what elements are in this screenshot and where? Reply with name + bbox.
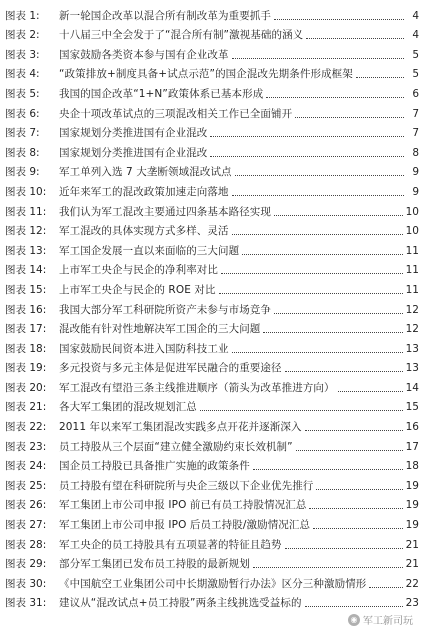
figure-label: 图表 11: [5,205,47,218]
toc-entry[interactable] [5,317,419,337]
dot-leader [221,272,403,274]
figure-label: 图表 5: [5,87,40,100]
toc-entry[interactable] [5,552,419,572]
figure-title[interactable]: 新一轮国企改革以混合所有制改革为重要抓手 [59,9,271,22]
page-number: 5 [412,68,419,81]
figure-label: 图表 17: [5,323,47,336]
figure-label: 图表 21: [5,401,47,414]
watermark [345,611,416,628]
figure-title[interactable]: 军工集团上市公司申报 IPO 后员工持股/激励情况汇总 [59,519,311,532]
page-number: 16 [405,421,419,434]
dot-leader [305,429,403,431]
figure-title[interactable]: 军工国企发展一直以来面临的三大问题 [59,244,240,257]
dot-leader [274,18,404,20]
toc-entry[interactable] [5,434,419,454]
toc-entry[interactable] [5,571,419,591]
figure-label: 图表 25: [5,479,47,492]
toc-entry[interactable] [5,375,419,395]
toc-entry[interactable] [5,277,419,297]
page-number: 15 [405,401,419,414]
figure-label: 图表 6: [5,107,40,120]
page-number: 10 [405,225,419,238]
figure-label: 图表 30: [5,577,47,590]
dot-leader [253,566,403,568]
figure-label: 图表 10: [5,185,47,198]
dot-leader [235,174,404,176]
toc-entry[interactable] [5,258,419,278]
figure-title[interactable]: 国家鼓励各类资本参与国有企业改革 [59,48,229,61]
figure-title[interactable]: 军工混改的具体实现方式多样、灵活 [59,225,229,238]
dot-leader [285,370,403,372]
toc-entry[interactable] [5,454,419,474]
page-number: 11 [405,264,419,277]
figure-title[interactable]: 国家规划分类推进国有企业混改 [59,127,208,140]
page-number: 4 [412,29,419,42]
figure-label: 图表 7: [5,127,40,140]
dot-leader [200,409,403,411]
toc-entry[interactable] [5,160,419,180]
dot-leader [266,96,404,98]
toc-entry[interactable] [5,591,419,611]
figure-title[interactable]: 国家鼓励民间资本进入国防科技工业 [59,342,229,355]
figure-label: 图表 24: [5,460,47,473]
page-number: 8 [412,146,419,159]
figure-title[interactable]: 我们认为军工混改主要通过四条基本路径实现 [59,205,271,218]
page-number: 10 [405,205,419,218]
toc-entry[interactable] [5,42,419,62]
page-number: 9 [412,185,419,198]
dot-leader [210,135,404,137]
page-number: 14 [405,381,419,394]
dot-leader [219,292,403,294]
toc-entry[interactable] [5,238,419,258]
figure-title[interactable]: 军工央企的员工持股具有五项显著的特征且趋势 [59,538,282,551]
figure-label: 图表 8: [5,146,40,159]
figure-title[interactable]: 近年来军工的混改政策加速走向落地 [59,185,229,198]
figure-label: 图表 4: [5,68,40,81]
figure-label: 图表 18: [5,342,47,355]
figure-title[interactable]: 员工持股从三个层面“建立健全激励约束长效机制” [59,440,293,453]
dot-leader [274,312,403,314]
figure-title[interactable]: 央企十项改革试点的三项混改相关工作已全面铺开 [59,107,293,120]
toc-entry[interactable] [5,101,419,121]
toc-entry[interactable] [5,297,419,317]
toc-entry[interactable] [5,62,419,82]
toc-entry[interactable] [5,179,419,199]
dot-leader [305,605,403,607]
dot-leader [232,233,403,235]
wechat-icon: ◉ [348,614,360,626]
dot-leader [210,155,404,157]
toc-entry[interactable] [5,473,419,493]
toc-entry[interactable] [5,336,419,356]
toc-entry[interactable] [5,81,419,101]
figure-label: 图表 23: [5,440,47,453]
figure-title[interactable]: 上市军工央企与民企的 ROE 对比 [59,283,216,296]
figure-title[interactable]: 上市军工央企与民企的净利率对比 [59,264,218,277]
dot-leader [253,468,403,470]
toc-entry[interactable] [5,414,419,434]
figure-label: 图表 28: [5,538,47,551]
figure-label: 图表 1: [5,9,40,22]
figure-title[interactable]: 员工持股有望在科研院所与央企三级以下企业优先推行 [59,479,314,492]
page-number: 21 [405,558,419,571]
figure-label: 图表 16: [5,303,47,316]
page-number: 7 [412,107,419,120]
dot-leader [316,488,402,490]
dot-leader [306,37,404,39]
page-number: 5 [412,48,419,61]
figure-title[interactable]: 《中国航空工业集团公司中长期激励暂行办法》区分三种激励情形 [59,577,367,590]
figure-title[interactable]: 混改能有针对性地解决军工国企的三大问题 [59,323,261,336]
dot-leader [356,76,404,78]
figure-label: 图表 2: [5,29,40,42]
figure-title[interactable]: 军工混改有望沿三条主线推进顺序（箭头为改革推进方向） [59,381,335,394]
page-number: 19 [405,499,419,512]
figure-title[interactable]: “政策排放+制度具备+试点示范”的国企混改先期条件形成框架 [59,68,353,81]
dot-leader [285,547,403,549]
toc-entry[interactable] [5,219,419,239]
dot-leader [232,351,403,353]
dot-leader [338,390,403,392]
toc-entry[interactable] [5,356,419,376]
dot-leader [242,253,402,255]
figure-label: 图表 13: [5,244,47,257]
figure-label: 图表 22: [5,421,47,434]
toc-entry[interactable] [5,121,419,141]
figure-label: 图表 15: [5,283,47,296]
dot-leader [369,586,402,588]
page-number: 17 [405,440,419,453]
figure-label: 图表 27: [5,519,47,532]
table-of-figures [5,3,419,610]
page-number: 19 [405,519,419,532]
figure-label: 图表 12: [5,225,47,238]
toc-entry[interactable] [5,3,419,23]
figure-title[interactable]: 部分军工集团已发布员工持股的最新规划 [59,558,250,571]
page-number: 19 [405,479,419,492]
figure-label: 图表 19: [5,362,47,375]
dot-leader [232,194,404,196]
figure-label: 图表 14: [5,264,47,277]
page-number: 21 [405,538,419,551]
toc-entry[interactable] [5,199,419,219]
dot-leader [295,116,404,118]
figure-label: 图表 9: [5,166,40,179]
figure-title[interactable]: 国企员工持股已具备推广实施的政策条件 [59,460,250,473]
page-number: 13 [405,362,419,375]
figure-title[interactable]: 2011 年以来军工集团混改实践多点开花并逐渐深入 [59,421,302,434]
page-number: 12 [405,323,419,336]
dot-leader [309,507,402,509]
figure-title[interactable]: 十八届三中全会发于了“混合所有制”激视基础的涵义 [59,29,304,42]
toc-entry[interactable] [5,395,419,415]
page-number: 11 [405,283,419,296]
dot-leader [263,331,402,333]
figure-label: 图表 26: [5,499,47,512]
page-number: 7 [412,127,419,140]
watermark-text: 军工新司玩 [363,616,413,627]
page-number: 23 [405,597,419,610]
figure-title[interactable]: 军工单列入选 7 大垄断领域混改试点 [59,166,232,179]
toc-entry[interactable] [5,532,419,552]
toc-entry[interactable] [5,493,419,513]
toc-entry[interactable] [5,23,419,43]
figure-label: 图表 31: [5,597,47,610]
page-number: 22 [405,577,419,590]
figure-label: 图表 3: [5,48,40,61]
figure-title[interactable]: 国家规划分类推进国有企业混改 [59,146,208,159]
figure-title[interactable]: 各大军工集团的混改规划汇总 [59,401,197,414]
figure-title[interactable]: 多元投资与多元主体是促进军民融合的重要途径 [59,362,282,375]
toc-entry[interactable] [5,512,419,532]
page-number: 13 [405,342,419,355]
figure-title[interactable]: 我国大部分军工科研院所资产未参与市场竞争 [59,303,271,316]
dot-leader [313,527,403,529]
toc-entry[interactable] [5,140,419,160]
figure-title[interactable]: 建议从“混改试点+员工持股”两条主线挑选受益标的 [59,597,302,610]
figure-title[interactable]: 我国的国企改革“1+N”政策体系已基本形成 [59,87,264,100]
figure-title[interactable]: 军工集团上市公司申报 IPO 前已有员工持股情况汇总 [59,499,307,512]
figure-label: 图表 29: [5,558,47,571]
page-number: 11 [405,244,419,257]
dot-leader [274,214,403,216]
dot-leader [296,449,403,451]
page-number: 4 [412,9,419,22]
dot-leader [232,57,404,59]
figure-label: 图表 20: [5,381,47,394]
page-number: 9 [412,166,419,179]
page-number: 12 [405,303,419,316]
page-number: 18 [405,460,419,473]
page-number: 6 [412,87,419,100]
